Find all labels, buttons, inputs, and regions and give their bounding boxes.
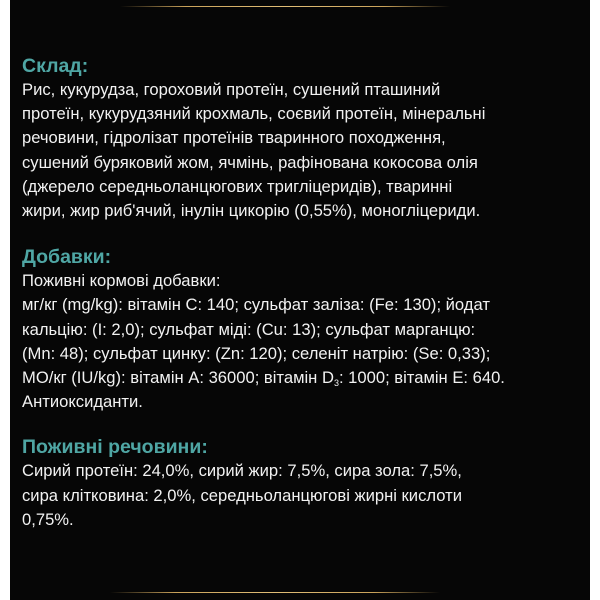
composition-line: жири, жир риб'ячий, інулін цикорію (0,55%), моногліцериди. (22, 201, 481, 221)
composition-line: протеїн, кукурудзяний крохмаль, соєвий протеїн, мінеральні (22, 104, 486, 124)
section-nutrients (22, 435, 588, 532)
section-additives (22, 245, 588, 414)
content (22, 54, 588, 532)
nutrients-line: сира клітковина: 2,0%, середньоланцюгові жирні кислоти (22, 485, 462, 505)
nutrients-heading: Поживні речовини: (22, 436, 208, 459)
additives-line: кальцію: (I: 2,0); сульфат міді: (Cu: 13); сульфат марганцю: (22, 319, 476, 339)
additives-line: Поживні кормові добавки: (22, 271, 221, 291)
vitamin-line-start: МО/кг (IU/kg): вітамін А: 36000; вітамін D (22, 368, 334, 388)
bottom-gold-divider (110, 592, 440, 593)
composition-heading: Склад: (22, 55, 89, 77)
top-gold-divider (120, 6, 450, 7)
nutrients-line: 0,75%. (22, 509, 74, 529)
nutrients-line: Сирий протеїн: 24,0%, сирий жир: 7,5%, сира зола: 7,5%, (22, 461, 462, 481)
composition-line: (джерело середньоланцюгових тригліцеридів), тваринні (22, 176, 453, 196)
vitamin-line-end: : 1000; вітамін Е: 640. (338, 368, 505, 388)
composition-line: речовини, гідролізат протеїнів тваринного походження, (22, 128, 446, 148)
composition-line: Рис, кукурудза, гороховий протеїн, сушений пташиний (22, 80, 441, 99)
section-composition (22, 54, 588, 223)
additives-line: мг/кг (mg/kg): вітамін С: 140; сульфат заліза: (Fe: 130); йодат (22, 295, 490, 315)
vitamin-line (22, 366, 588, 390)
additives-line: Антиоксиданти. (22, 392, 143, 412)
vitamin-d-subscript: 3 (333, 378, 339, 389)
ingredients-panel (10, 0, 590, 600)
composition-line: сушений буряковий жом, ячмінь, рафінована кокосова олія (22, 152, 478, 172)
additives-line: (Mn: 48); сульфат цинку: (Zn: 120); селеніт натрію: (Se: 0,33); (22, 343, 491, 363)
additives-heading: Добавки: (22, 246, 112, 269)
